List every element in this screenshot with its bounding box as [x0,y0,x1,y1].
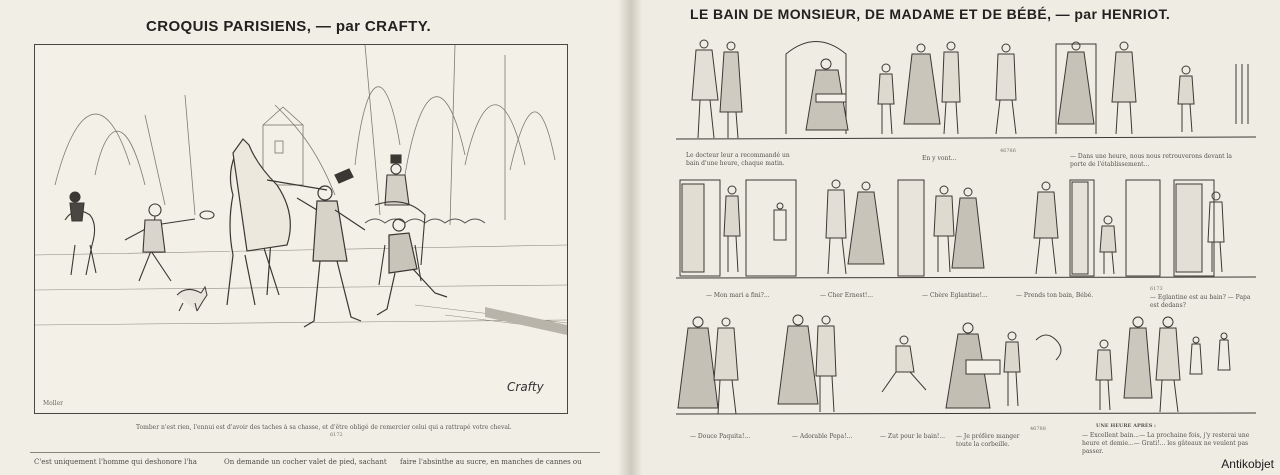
comic-row-1-drawing [676,34,1256,144]
row2-caption-4: — Prends ton bain, Bébé. [1016,292,1094,299]
row2-caption-1: — Mon mari a fini?... [706,292,770,299]
row3-caption-5: — Excellent bain...— La prochaine fois, j'y resterai une heure et demie...— Grati!... les gâteaux ne veulent pas passer. [1082,432,1250,455]
left-page-title: CROQUIS PARISIENS, — par CRAFTY. [146,18,432,35]
comic-row-1 [676,34,1256,144]
hunting-scene-illustration [34,44,568,414]
comic-row-3 [676,310,1256,420]
comic-row-2 [676,176,1256,280]
watermark: Antikobjet [1221,457,1274,471]
artist-signature: Crafty [507,380,544,394]
left-bottom-text-1: C'est uniquement l'homme qui deshonore l'ha [34,458,197,466]
engraver-mark: Moller [43,400,64,407]
hunting-scene-drawing [35,45,567,413]
left-bottom-text-3: faire l'absinthe au sucre, en manches de cannes ou [400,458,582,466]
left-illustration-caption: Tomber n'est rien, l'ennui est d'avoir des taches à sa chasse, et d'être obligé de remercier celui qui a rattrapé votre cheval. [136,424,512,431]
row2-caption-2: — Cher Ernest!... [820,292,873,299]
row3-ref: 46788 [1030,426,1046,432]
left-bottom-text-2: On demande un cocher valet de pied, sachant [224,458,387,466]
comic-row-3-drawing [676,310,1256,420]
row2-caption-3: — Chère Eglantine!... [922,292,988,299]
left-ref-number: 6172 [330,432,343,438]
page-gutter [618,0,642,475]
row1-caption-3: — Dans une heure, nous nous retrouverons devant la porte de l'établissement... [1070,153,1232,168]
left-bottom-rule [30,452,600,453]
row3-header: UNE HEURE APRÈS : [1096,423,1156,429]
row3-caption-1: — Douce Paquita!... [690,433,751,440]
row2-caption-5: — Eglantine est au bain? — Papa est dedans? [1150,294,1251,309]
row3-caption-3: — Zut pour le bain!... [880,433,946,440]
row1-ref: 46786 [1000,148,1016,154]
row3-caption-2: — Adorable Pepa!... [792,433,853,440]
comic-row-2-drawing [676,176,1256,280]
row1-caption-2: En y vont... [922,155,957,162]
right-page-title: LE BAIN DE MONSIEUR, DE MADAME ET DE BÉBÉ, — par HENRIOT. [690,6,1171,22]
row2-ref: 6173 [1150,286,1163,292]
row1-caption-1: Le docteur leur a recommandé un bain d'une heure, chaque matin. [686,152,790,167]
row3-caption-4: — Je préfère manger toute la corbeille. [956,433,1020,448]
